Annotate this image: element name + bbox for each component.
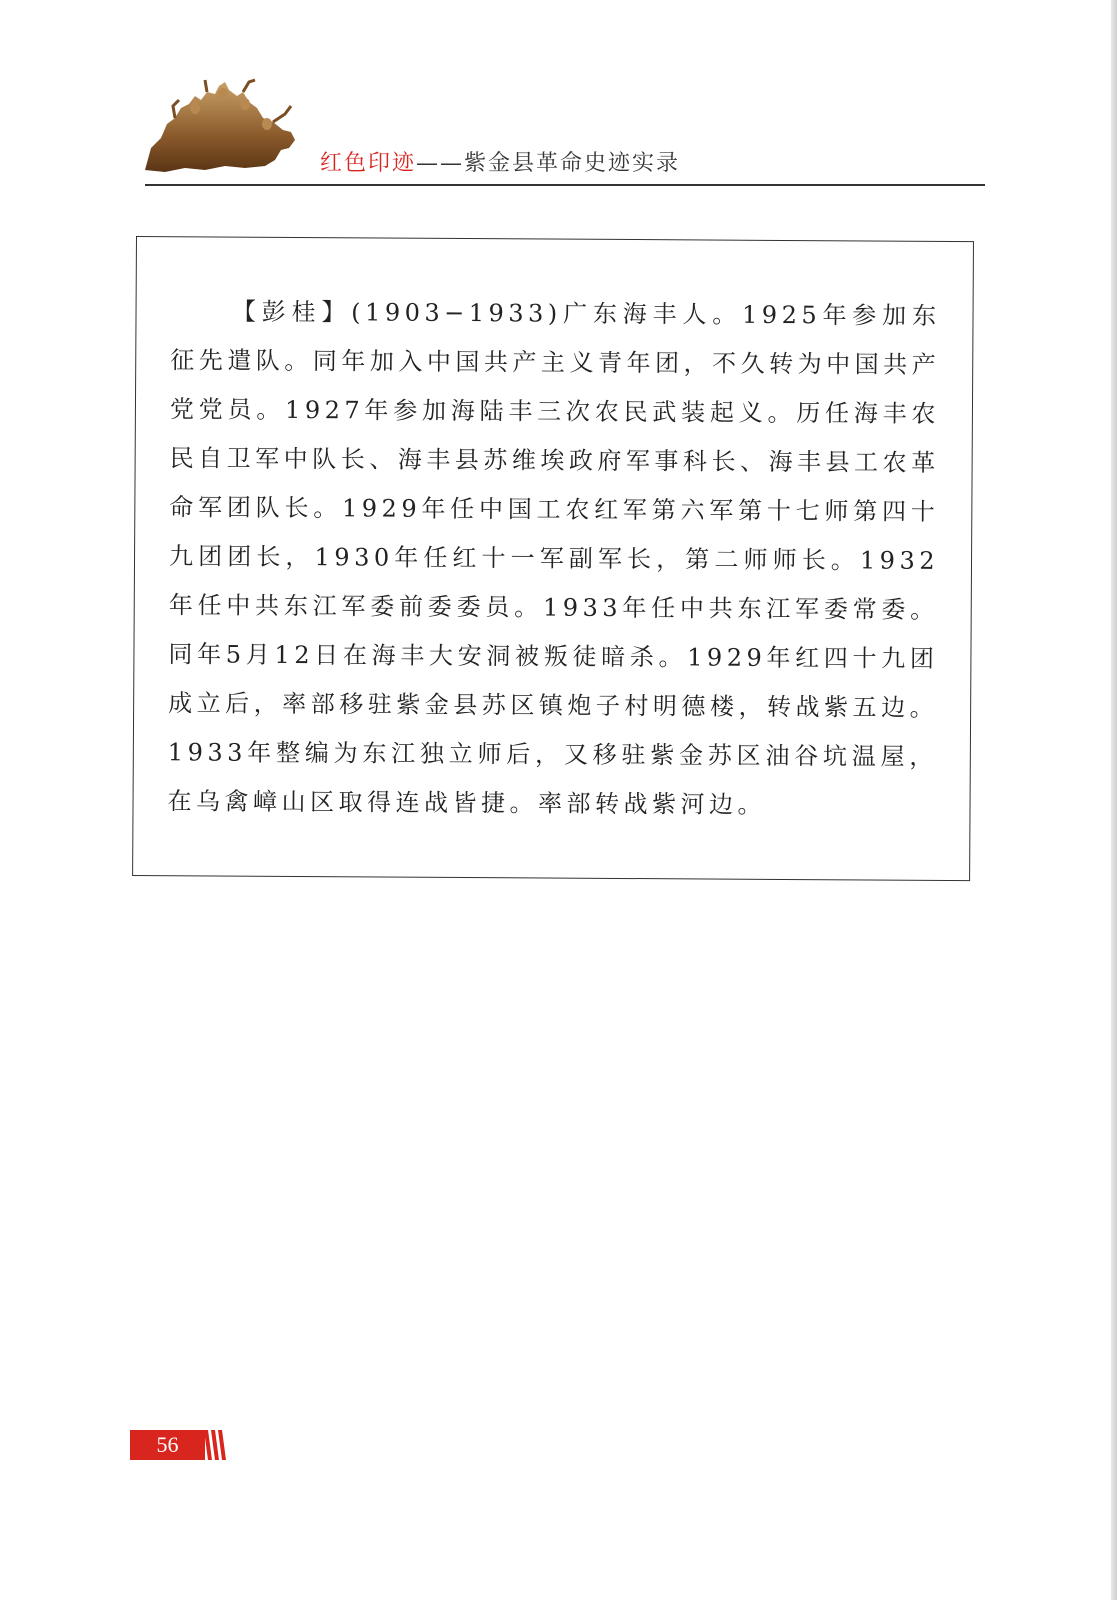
- book-title-subtitle: 紫金县革命史迹实录: [464, 151, 681, 176]
- book-title-main: 红色印迹: [320, 151, 417, 176]
- page-edge: [1111, 0, 1117, 1600]
- header-rule: [145, 184, 985, 186]
- book-title: [320, 146, 680, 177]
- biography-paragraph: [167, 287, 940, 831]
- page-header: [145, 78, 985, 188]
- biography-text: 【彭桂】(1903−1933)广东海丰人。1925年参加东征先遣队。同年加入中国共产主义青年团，不久转为中国共产党党员。1927年参加海陆丰三次农民武装起义。历任海丰农民自卫军中队长、海丰县苏维埃政府军事科长、海丰县工农革命军团队长。1929年任中国工农红军第六军第十七师第四十九团团长，1930年任红十一军副军长，第二师师长。1932年任中共东江军委前委委员。1933年任中共东江军委常委。同年5月12日在海丰大安洞被叛徒暗杀。1929年红四十九团成立后，率部移驻紫金县苏区镇炮子村明德楼，转战紫五边。1933年整编为东江独立师后，又移驻紫金苏区油谷坑温屋，在乌禽嶂山区取得连战皆捷。率部转战紫河边。: [167, 297, 941, 819]
- biography-box: [132, 236, 974, 881]
- page-number: 56: [130, 1430, 205, 1460]
- revolutionary-sculpture-icon: [145, 78, 305, 174]
- book-title-dash: ——: [416, 151, 465, 176]
- page-number-stripes-icon: [202, 1430, 226, 1460]
